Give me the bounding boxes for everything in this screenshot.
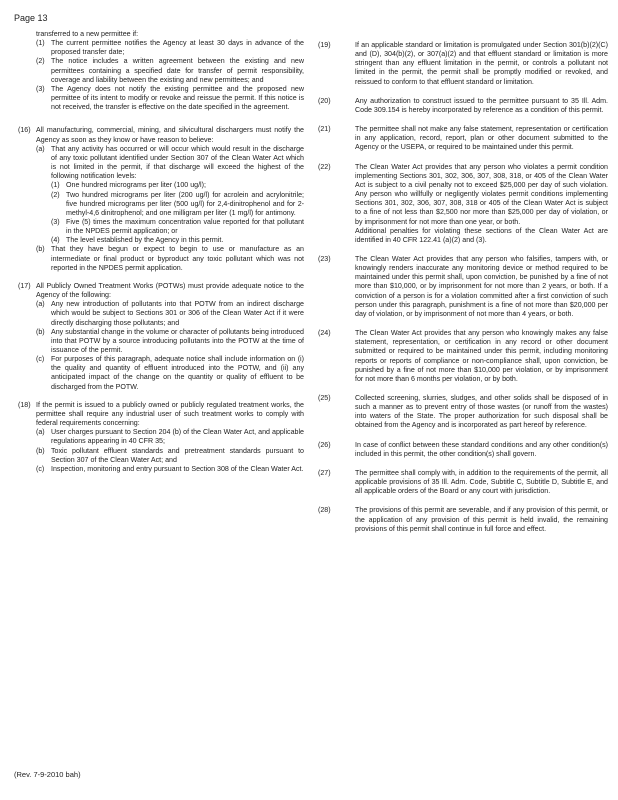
section-25: (25) Collected screening, slurries, sludges, and other solids shall be disposed of in such a manner as to prevent entry of those wastes (or runoff from the wastes) into waters of the State. The proper authorization for such disposal shall be obtained from the Agency and is incorporated as part hereof by reference. (318, 394, 608, 430)
section-23: (23) The Clean Water Act provides that any person who falsifies, tampers with, or knowingly renders inaccurate any monitoring device or method required to be maintained under this permit shall, upon conviction, be punished by a fine of not more than $10,000, or by imprisonment for not more than 2 years, or both. If a conviction of a person is for a violation committed after a first conviction of such person under this paragraph, punishment is a fine of not more than $20,000 per day of violation, or by imprisonment of not more than 4 years, or both. (318, 254, 608, 318)
section-28: (28) The provisions of this permit are severable, and if any provision of this permit, or the application of any provision of this permit is held invalid, the remaining provisions of this permit shall continue in full force and effect. (318, 506, 608, 533)
section-text: If the permit is issued to a publicly owned or publicly regulated treatment works, the permittee shall require any industrial user of such treatment works to comply with federal requirements concerning: (36, 400, 304, 428)
section-26: (26) In case of conflict between these standard conditions and any other condition(s) included in this permit, the other condition(s) shall govern. (318, 440, 608, 458)
list-item: (a) Any new introduction of pollutants into that POTW from an indirect discharge which would be subject to Sections 301 or 306 of the Clean Water Act if it were directly discharging those pollutants; and (36, 300, 304, 327)
list-item: (b) Toxic pollutant effluent standards and pretreatment standards pursuant to Section 307 of the Clean Water Act; and (36, 446, 304, 464)
list-item: (a) User charges pursuant to Section 204 (b) of the Clean Water Act, and applicable regulations appearing in 40 CFR 35; (36, 428, 304, 446)
section-22: (22) The Clean Water Act provides that any person who violates a permit condition implementing Sections 301, 302, 306, 307, 308, 318, or 405 of the Clean Water Act is subject to a civil penalty not to exceed $25,000 per day of such violation. Any person who willfully or negligently violates permit conditions implementing Sections 301, 302, 306, 307, 308, 318 or 405 of the Clean Water Act is subject to a fine of not less than $2,500 nor more than $25,000 per day of violation, or by imprisonment for not more than one year, or both. Additional penalties for violating these sections of the Clean Water Act are identified in 40 CFR 122.41 (a)(2) and (3). (318, 162, 608, 244)
section-number: (16) (18, 126, 31, 135)
section-15-continuation (14, 30, 304, 112)
section-text: All Publicly Owned Treatment Works (POTWs) must provide adequate notice to the Agency of the following: (36, 281, 304, 300)
section-21: (21) The permittee shall not make any false statement, representation or certification in any application, record, report, plan or other document submitted to the Agency or the USEPA, or required to be maintained under this permit. (318, 125, 608, 152)
list-item: (c) Inspection, monitoring and entry pursuant to Section 308 of the Clean Water Act. (36, 464, 304, 473)
section-17 (14, 282, 304, 392)
page-number: Page 13 (14, 13, 48, 23)
list-item: (2) The notice includes a written agreement between the existing and new permittees containing a specified date for transfer of permit responsibility, coverage and liability between the existing and new permittees; and (36, 57, 304, 84)
right-column (318, 41, 608, 544)
intro-text: transferred to a new permittee if: (36, 30, 139, 38)
list-item: (1) The current permittee notifies the Agency at least 30 days in advance of the proposed transfer date; (36, 39, 304, 57)
section-19: (19) If an applicable standard or limitation is promulgated under Section 301(b)(2)(C) and (D), 304(b)(2), or 307(a)(2) and that effluent standard or limitation is more stringent than any effluent limitation in the permit, or controls a pollutant not limited in the permit, the permit shall be promptly modified or revoked, and reissued to conform to that effluent standard or limitation. (318, 41, 608, 86)
list-item: (b) Any substantial change in the volume or character of pollutants being introduced into that POTW by a source introducing pollutants into the POTW at the time of issuance of the permit. (36, 327, 304, 354)
revision-note: (Rev. 7-9-2010 bah) (14, 770, 81, 779)
section-24: (24) The Clean Water Act provides that any person who knowingly makes any false statement, representation, or certification in any record or other document submitted or required to be maintained under this permit, including monitoring reports or reports of compliance or non-compliance shall, upon conviction, be punished by a fine of not more than $10,000 per violation, or by imprisonment for not more than 6 months per violation, or by both. (318, 329, 608, 383)
section-16 (14, 126, 304, 273)
section-20: (20) Any authorization to construct issued to the permittee pursuant to 35 Ill. Adm. Code 309.154 is hereby incorporated by reference as a condition of this permit. (318, 96, 608, 114)
list-item: (3) The Agency does not notify the existing permittee and the proposed new permittee of its intent to modify or revoke and reissue the permit. If this notice is not received, the transfer is effective on the date specified in the agreement. (36, 84, 304, 112)
list-item: (a) That any activity has occurred or will occur which would result in the discharge of any toxic pollutant identified under Section 307 of the Clean Water Act which is not limited in the permit, if that discharge will exceed the highest of the following notification levels: (1) One hundred micrograms per liter (100 ug/l); (2) Two hundred micrograms per liter (200 ug/l) for acrolein and acrylonitrile; five hundred micrograms per liter (500 ug/l) for 2,4-dinitrophenol and for 2-methyl-4,6 dinitrophenol; and one milligram per liter (1 mg/l) for antimony. (3) Five (5) times the maximum concentration value reported for that pollutant in the NPDES permit application; or (4) The level established by the Agency in this permit. (36, 144, 304, 245)
list-item: (1) One hundred micrograms per liter (100 ug/l); (51, 181, 206, 190)
list-item: (3) Five (5) times the maximum concentration value reported for that pollutant in the NPDES permit application; or (51, 217, 304, 236)
left-column (14, 30, 304, 483)
section-27: (27) The permittee shall comply with, in addition to the requirements of the permit, all applicable provisions of 35 Ill. Adm. Code, Subtitle C, Subtitle D, Subtitle E, and all applicable orders of the Board or any court with jurisdiction. (318, 468, 608, 496)
section-number: (18) (18, 400, 31, 409)
list-item: (4) The level established by the Agency in this permit. (51, 236, 224, 245)
section-number: (17) (18, 281, 31, 290)
list-item: (c) For purposes of this paragraph, adequate notice shall include information on (i) the quality and quantity of effluent introduced into the POTW, and (ii) any anticipated impact of the change on the quantity or quality of effluent to be discharged from the POTW. (36, 355, 304, 391)
section-text: All manufacturing, commercial, mining, and silvicultural dischargers must notify the Agency as soon as they know or have reason to believe: (36, 126, 304, 144)
section-18 (14, 401, 304, 474)
list-item: (2) Two hundred micrograms per liter (200 ug/l) for acrolein and acrylonitrile; five hundred micrograms per liter (500 ug/l) for 2,4-dinitrophenol and for 2-methyl-4,6 dinitrophenol; and one milligram per liter (1 mg/l) for antimony. (51, 190, 304, 217)
list-item: (b) That they have begun or expect to begin to use or manufacture as an intermediate or final product or byproduct any toxic pollutant which was not reported in the NPDES permit application. (36, 245, 304, 272)
